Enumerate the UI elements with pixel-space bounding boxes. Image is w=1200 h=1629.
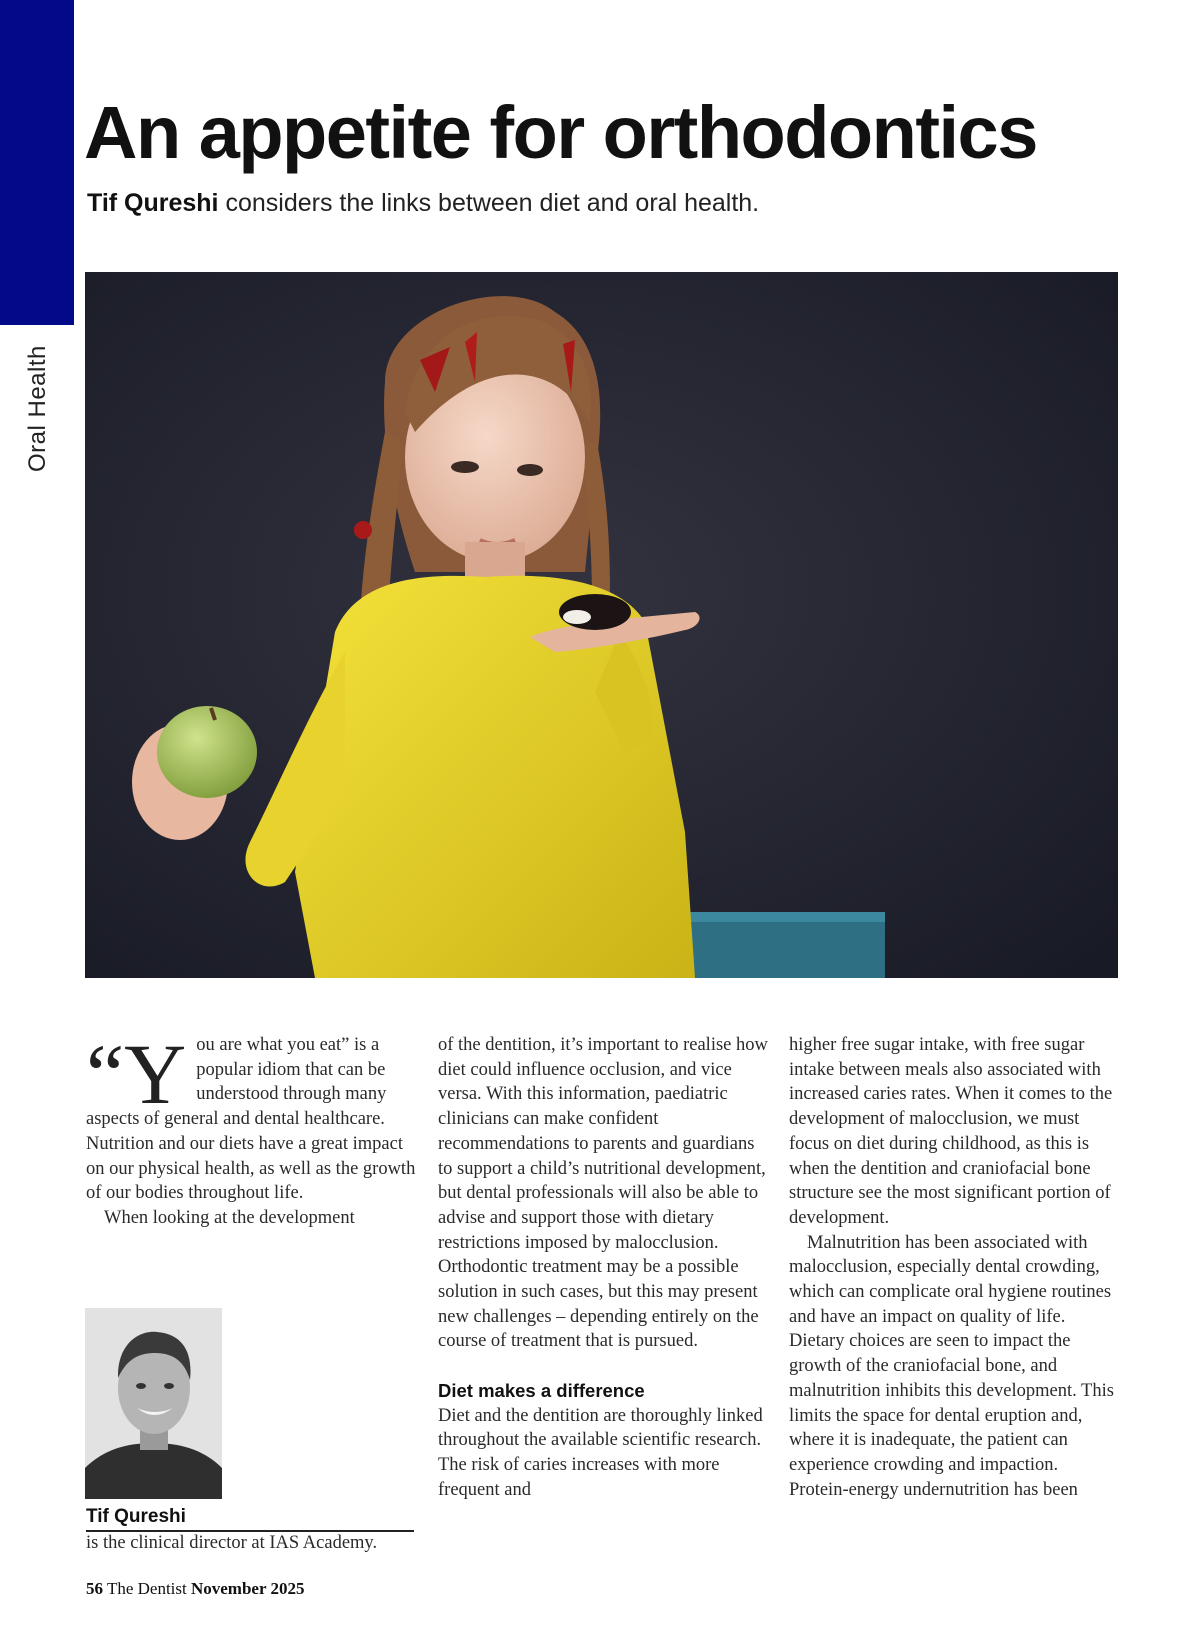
body-column-3: [789, 1033, 1119, 1502]
standfirst: [87, 186, 759, 220]
paragraph: ou are what you eat” is a popular idiom that can be understood through many aspects of general and dental healthcare. Nutrition and our diets have a great impact on our physical health, as well as the growth of our bodies throughout life.: [86, 1035, 416, 1204]
paragraph: Malnutrition has been associated with malocclusion, especially dental crowding, which can complicate oral hygiene routines and have an impact on quality of life. Dietary choices are seen to impact the growth of the craniofacial bone, and malnutrition inhibits this development. This limits the space for dental eruption and, where it is inadequate, the patient can experience crowding and impaction. Protein-energy undernutrition has been: [789, 1232, 1114, 1500]
author-name: Tif Qureshi: [86, 1505, 414, 1532]
paragraph: Diet and the dentition are thoroughly linked throughout the available scientific research. The risk of caries increases with more frequent and: [438, 1405, 763, 1500]
author-bio: is the clinical director at IAS Academy.: [86, 1533, 378, 1553]
paragraph: of the dentition, it’s important to realise how diet could influence occlusion, and vice versa. With this information, paediatric clinicians can make confident recommendations to parents and guardians to support a child’s nutritional development, but dental professionals will also be able to advise and support those with dietary restrictions imposed by malocclusion. Orthodontic treatment may be a possible solution in such cases, but this may present new challenges – depending entirely on the course of treatment that is pursued.: [438, 1035, 768, 1352]
paragraph: When looking at the development: [104, 1207, 355, 1228]
drop-cap: “Y: [86, 1026, 187, 1122]
body-column-1: [86, 1026, 416, 1231]
issue-date: November 2025: [190, 1579, 305, 1598]
author-portrait-image: [85, 1308, 222, 1499]
article-title: An appetite for orthodontics: [84, 91, 1037, 174]
author-portrait-icon: [85, 1308, 222, 1499]
standfirst-text: considers the links between diet and oral health.: [218, 189, 760, 217]
paragraph: higher free sugar intake, with free sugar intake between meals also associated with increased caries rates. When it comes to the development of malocclusion, we must focus on diet during childhood, as this is when the dentition and craniofacial bone structure see the most significant portion of development.: [789, 1035, 1113, 1228]
page-footer: [86, 1578, 304, 1600]
publication-name: The Dentist: [103, 1579, 191, 1598]
section-subheading: Diet makes a difference: [438, 1379, 645, 1401]
hero-photo: [85, 272, 1118, 978]
body-column-2: [438, 1033, 768, 1502]
section-label: Oral Health: [24, 345, 51, 472]
page-number: 56: [86, 1579, 103, 1598]
standfirst-author: Tif Qureshi: [87, 189, 219, 217]
photo-girl-apple-and-chocolate-icon: [85, 272, 1118, 978]
